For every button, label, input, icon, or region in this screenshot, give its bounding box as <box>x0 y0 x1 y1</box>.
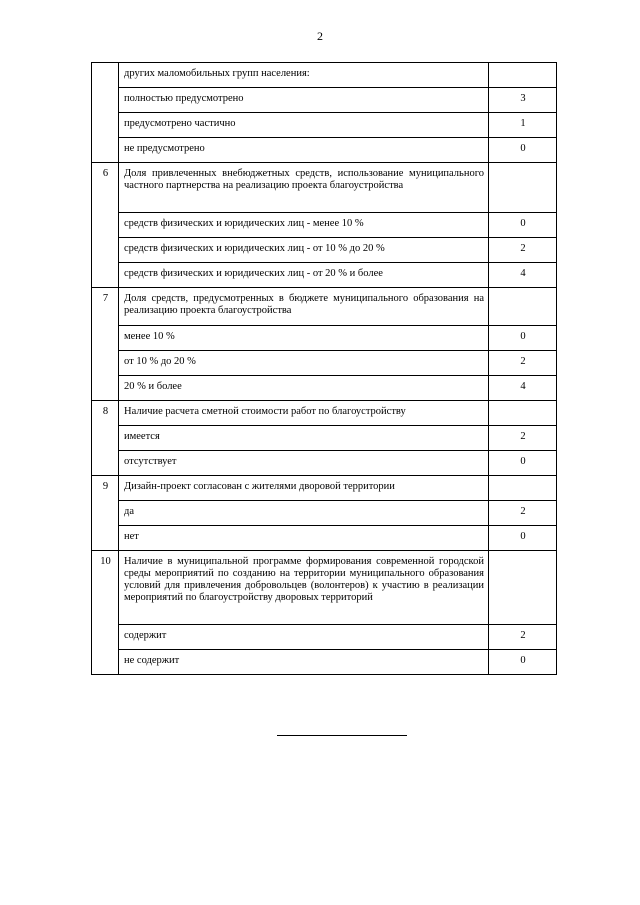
table-row <box>92 88 557 113</box>
criterion-text: предусмотрено частично <box>119 113 489 138</box>
table-row <box>92 63 557 88</box>
criterion-score <box>489 551 557 625</box>
criterion-text: полностью предусмотрено <box>119 88 489 113</box>
criterion-number <box>92 63 119 163</box>
criterion-text: имеется <box>119 426 489 451</box>
table-row <box>92 501 557 526</box>
criterion-number: 10 <box>92 551 119 675</box>
criterion-text: нет <box>119 526 489 551</box>
page-number: 2 <box>317 29 323 43</box>
criterion-text: отсутствует <box>119 451 489 476</box>
criterion-score: 3 <box>489 88 557 113</box>
criterion-score: 0 <box>489 213 557 238</box>
criterion-score: 1 <box>489 113 557 138</box>
table-row <box>92 625 557 650</box>
table-row <box>92 351 557 376</box>
signature-line <box>277 735 407 736</box>
table-row <box>92 213 557 238</box>
criterion-score: 0 <box>489 451 557 476</box>
table-row <box>92 113 557 138</box>
table-row <box>92 526 557 551</box>
criterion-score: 2 <box>489 625 557 650</box>
criterion-score: 0 <box>489 650 557 675</box>
criterion-text: менее 10 % <box>119 326 489 351</box>
criterion-text: Доля привлеченных внебюджетных средств, использование муниципального частного партнерства на реализацию проекта благоустройства <box>119 163 489 213</box>
criterion-text: от 10 % до 20 % <box>119 351 489 376</box>
criterion-score: 0 <box>489 526 557 551</box>
criterion-score: 2 <box>489 426 557 451</box>
criterion-score: 0 <box>489 138 557 163</box>
criterion-text: средств физических и юридических лиц - от 10 % до 20 % <box>119 238 489 263</box>
table-row <box>92 650 557 675</box>
criterion-score <box>489 63 557 88</box>
table-row <box>92 138 557 163</box>
criterion-text: не предусмотрено <box>119 138 489 163</box>
criterion-text: средств физических и юридических лиц - менее 10 % <box>119 213 489 238</box>
criterion-text: Наличие расчета сметной стоимости работ по благоустройству <box>119 401 489 426</box>
criterion-score: 2 <box>489 238 557 263</box>
table-row <box>92 401 557 426</box>
criterion-score <box>489 288 557 326</box>
criterion-score: 2 <box>489 351 557 376</box>
criterion-number: 6 <box>92 163 119 288</box>
criterion-score: 2 <box>489 501 557 526</box>
table-row <box>92 426 557 451</box>
criterion-text: Наличие в муниципальной программе формирования современной городской среды мероприятий по созданию на территории муниципального образования условий для привлечения добровольцев (волонтеров) к участию в реализации мероприятий по благоустройству дворовых территорий <box>119 551 489 625</box>
criterion-score: 4 <box>489 376 557 401</box>
criterion-text: Доля средств, предусмотренных в бюджете муниципального образования на реализацию проекта благоустройства <box>119 288 489 326</box>
table-row <box>92 238 557 263</box>
criterion-score: 4 <box>489 263 557 288</box>
table-row <box>92 326 557 351</box>
criteria-table <box>91 62 557 675</box>
criterion-score <box>489 476 557 501</box>
criterion-text: 20 % и более <box>119 376 489 401</box>
table-row <box>92 476 557 501</box>
criterion-text: других маломобильных групп населения: <box>119 63 489 88</box>
table-row <box>92 451 557 476</box>
criterion-text: Дизайн-проект согласован с жителями дворовой территории <box>119 476 489 501</box>
criterion-text: средств физических и юридических лиц - от 20 % и более <box>119 263 489 288</box>
table-row <box>92 551 557 625</box>
table-row <box>92 376 557 401</box>
criterion-text: содержит <box>119 625 489 650</box>
criterion-score <box>489 163 557 213</box>
criterion-number: 8 <box>92 401 119 476</box>
criterion-score <box>489 401 557 426</box>
criterion-text: не содержит <box>119 650 489 675</box>
criterion-text: да <box>119 501 489 526</box>
criterion-score: 0 <box>489 326 557 351</box>
table-row <box>92 263 557 288</box>
table-row <box>92 288 557 326</box>
criterion-number: 9 <box>92 476 119 551</box>
criterion-number: 7 <box>92 288 119 401</box>
table-row <box>92 163 557 213</box>
